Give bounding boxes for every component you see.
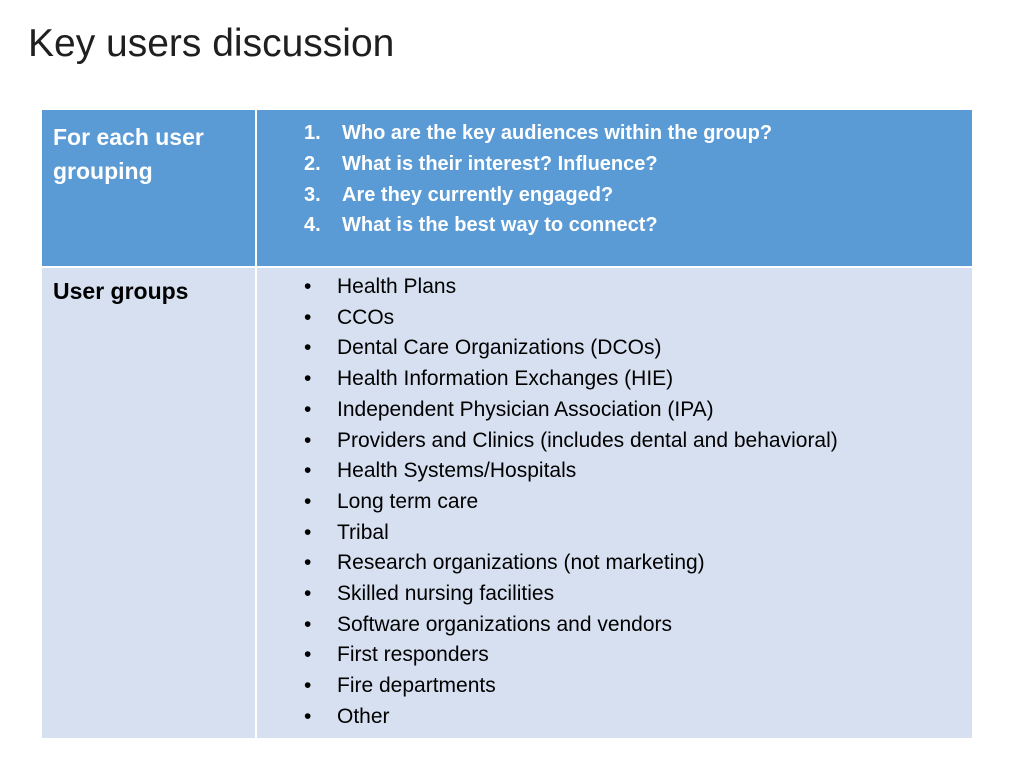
question-number: 1. [304,122,321,144]
bullet-icon: • [304,336,312,360]
user-group-text: Tribal [337,520,389,544]
bullet-icon: • [304,551,312,575]
user-group-text: Health Systems/Hospitals [337,459,577,483]
bullet-icon: • [304,674,312,698]
user-group-item [304,426,838,457]
user-group-item [304,364,838,395]
body-label: User groups [53,278,189,304]
questions-list [304,118,772,241]
user-group-item [304,579,838,610]
bullet-icon: • [304,582,312,606]
user-group-text: Other [337,704,390,728]
user-group-text: Software organizations and vendors [337,612,673,636]
slide-title: Key users discussion [28,22,395,65]
body-left-cell [42,268,255,738]
bullet-icon: • [304,704,312,728]
user-group-item [304,487,838,518]
user-group-item [304,303,838,334]
user-groups-list [304,272,838,733]
question-text: What is the best way to connect? [342,214,658,237]
question-text: What is their interest? Influence? [342,152,658,175]
question-item [304,118,772,149]
user-group-text: Providers and Clinics (includes dental and behavioral) [337,428,838,452]
user-group-item [304,272,838,303]
bullet-icon: • [304,612,312,636]
user-group-text: Skilled nursing facilities [337,582,555,606]
user-group-item [304,702,838,733]
user-group-item [304,395,838,426]
user-group-item [304,640,838,671]
user-group-item [304,518,838,549]
user-group-text: Research organizations (not marketing) [337,551,705,575]
question-item [304,149,772,180]
bullet-icon: • [304,459,312,483]
user-group-text: CCOs [337,305,395,329]
bullet-icon: • [304,643,312,667]
user-group-item [304,671,838,702]
question-number: 4. [304,214,321,237]
bullet-icon: • [304,367,312,391]
bullet-icon: • [304,520,312,544]
user-group-text: Long term care [337,489,479,513]
question-number: 3. [304,183,321,206]
question-text: Are they currently engaged? [342,183,614,206]
user-group-text: First responders [337,643,489,667]
bullet-icon: • [304,397,312,421]
user-group-item [304,610,838,641]
bullet-icon: • [304,305,312,329]
user-group-text: Fire departments [337,674,496,698]
bullet-icon: • [304,275,312,298]
bullet-icon: • [304,489,312,513]
user-group-item [304,456,838,487]
bullet-icon: • [304,428,312,452]
user-group-text: Health Information Exchanges (HIE) [337,367,674,391]
user-group-text: Health Plans [337,275,457,298]
user-group-item [304,548,838,579]
discussion-table [42,110,972,738]
user-group-item [304,333,838,364]
user-group-text: Independent Physician Association (IPA) [337,397,714,421]
question-text: Who are the key audiences within the group? [342,122,773,144]
user-group-text: Dental Care Organizations (DCOs) [337,336,662,360]
question-number: 2. [304,152,321,175]
question-item [304,210,772,241]
header-label: For each user grouping [53,124,204,184]
question-item [304,180,772,211]
